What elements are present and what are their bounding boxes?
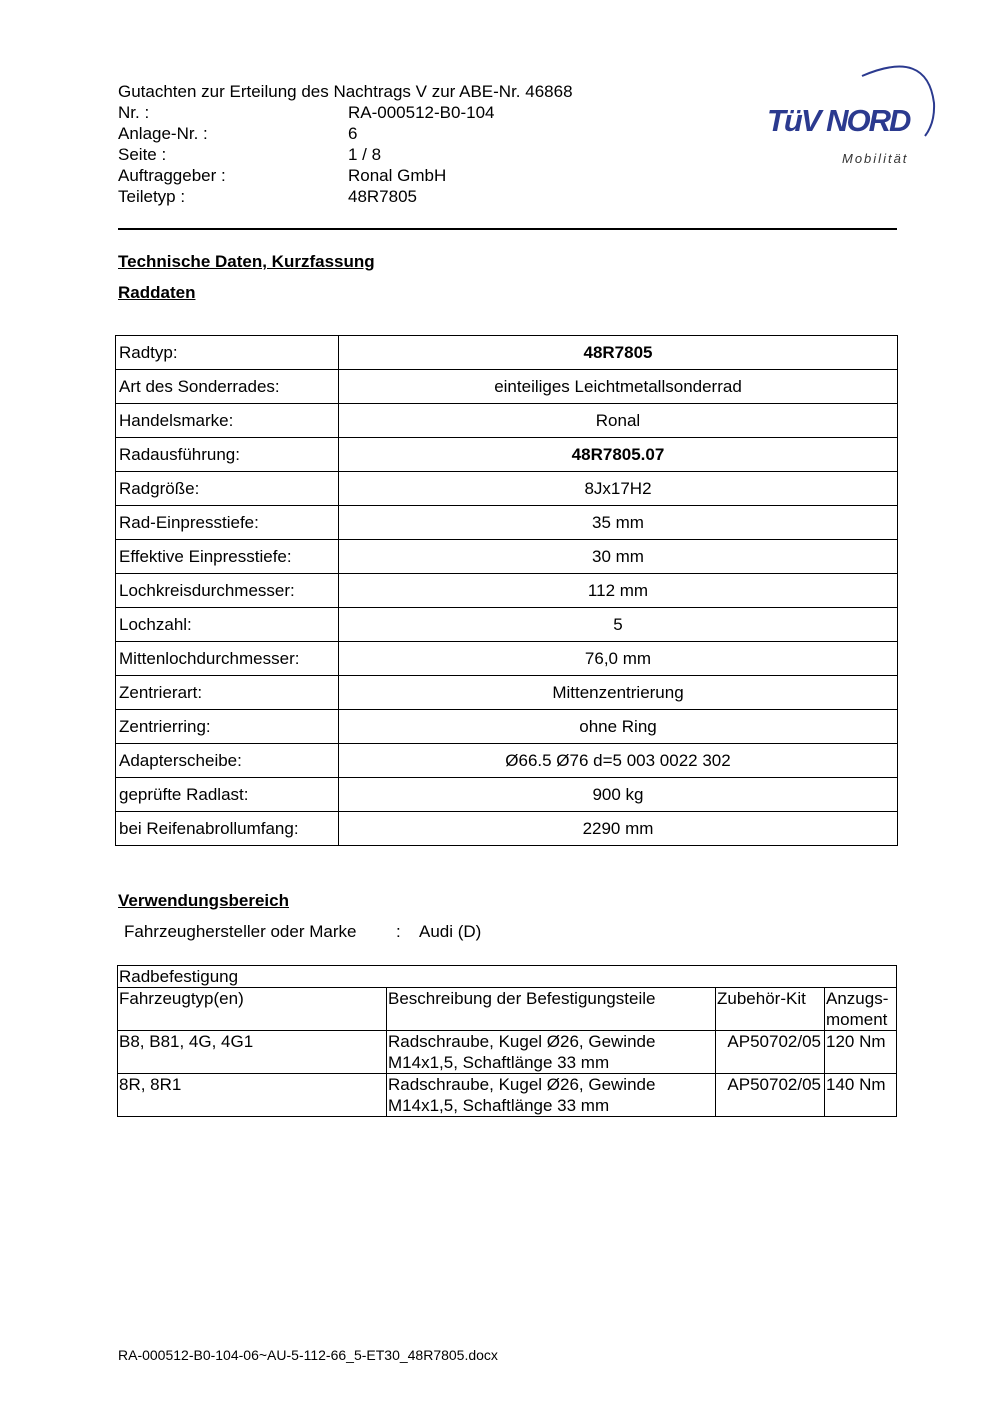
table-row (116, 506, 898, 540)
header-row: Nr. : RA-000512-B0-104 (118, 103, 495, 122)
table-row (118, 1074, 897, 1117)
raddaten-value: 48R7805 (339, 336, 898, 370)
table-cell: 120 Nm (825, 1031, 897, 1074)
raddaten-value: 30 mm (339, 540, 898, 574)
table-cell: 8R, 8R1 (118, 1074, 387, 1117)
raddaten-label: bei Reifenabrollumfang: (116, 812, 339, 846)
section-technische-daten: Technische Daten, Kurzfassung (118, 252, 375, 271)
column-header: Anzugs-moment (825, 988, 897, 1031)
header-row: Seite : 1 / 8 (118, 145, 382, 164)
raddaten-label: geprüfte Radlast: (116, 778, 339, 812)
usage-label: Fahrzeughersteller oder Marke (124, 922, 357, 941)
section-verwendungsbereich: Verwendungsbereich (118, 891, 289, 910)
document-header (118, 81, 573, 207)
raddaten-label: Mittenlochdurchmesser: (116, 642, 339, 676)
raddaten-label: Radgröße: (116, 472, 339, 506)
raddaten-table (115, 335, 898, 846)
table-row (116, 676, 898, 710)
table-cell: 140 Nm (825, 1074, 897, 1117)
raddaten-value: Ronal (339, 404, 898, 438)
usage-value: Audi (D) (419, 922, 482, 941)
raddaten-label: Radausführung: (116, 438, 339, 472)
raddaten-label: Zentrierring: (116, 710, 339, 744)
raddaten-value: 2290 mm (339, 812, 898, 846)
raddaten-label: Handelsmarke: (116, 404, 339, 438)
header-row: Anlage-Nr. : 6 (118, 124, 358, 143)
column-header: Zubehör-Kit (716, 988, 825, 1031)
raddaten-label: Zentrierart: (116, 676, 339, 710)
table-title: Radbefestigung (118, 966, 897, 988)
logo-wordmark: TüV NORD (767, 103, 910, 138)
header-divider (118, 228, 897, 230)
raddaten-value: Ø66.5 Ø76 d=5 003 0022 302 (339, 744, 898, 778)
usage-separator: : (396, 922, 401, 941)
raddaten-value: 900 kg (339, 778, 898, 812)
raddaten-label: Lochzahl: (116, 608, 339, 642)
column-header: Fahrzeugtyp(en) (118, 988, 387, 1031)
raddaten-label: Adapterscheibe: (116, 744, 339, 778)
raddaten-value: 48R7805.07 (339, 438, 898, 472)
table-row (116, 608, 898, 642)
header-row: Auftraggeber : Ronal GmbH (118, 166, 447, 185)
raddaten-label: Rad-Einpresstiefe: (116, 506, 339, 540)
table-row (116, 404, 898, 438)
raddaten-value: 5 (339, 608, 898, 642)
raddaten-value: 35 mm (339, 506, 898, 540)
table-cell: AP50702/05 (716, 1074, 825, 1117)
table-row (116, 472, 898, 506)
table-cell: Radschraube, Kugel Ø26, Gewinde M14x1,5, Schaftlänge 33 mm (387, 1074, 716, 1117)
header-row: Teiletyp : 48R7805 (118, 187, 418, 206)
table-cell: Radschraube, Kugel Ø26, Gewinde M14x1,5, Schaftlänge 33 mm (387, 1031, 716, 1074)
table-title-row (118, 966, 897, 988)
table-row (116, 370, 898, 404)
table-row (116, 336, 898, 370)
raddaten-value: Mittenzentrierung (339, 676, 898, 710)
footer-filename: RA-000512-B0-104-06~AU-5-112-66_5-ET30_48R7805.docx (118, 1347, 498, 1363)
raddaten-label: Effektive Einpresstiefe: (116, 540, 339, 574)
raddaten-label: Lochkreisdurchmesser: (116, 574, 339, 608)
table-cell: B8, B81, 4G, 4G1 (118, 1031, 387, 1074)
table-header-row (118, 988, 897, 1031)
table-row (116, 642, 898, 676)
table-cell: AP50702/05 (716, 1031, 825, 1074)
document-title: Gutachten zur Erteilung des Nachtrags V zur ABE-Nr. 46868 (118, 82, 573, 101)
table-row (116, 438, 898, 472)
table-row (116, 744, 898, 778)
table-row (116, 574, 898, 608)
table-row (116, 540, 898, 574)
table-row (116, 812, 898, 846)
tuv-nord-logo (762, 58, 942, 173)
raddaten-value: 8Jx17H2 (339, 472, 898, 506)
usage-line (124, 922, 481, 942)
raddaten-value: 76,0 mm (339, 642, 898, 676)
table-row (116, 710, 898, 744)
section-raddaten: Raddaten (118, 283, 196, 302)
raddaten-value: 112 mm (339, 574, 898, 608)
radbefestigung-table (117, 965, 897, 1117)
table-row (118, 1031, 897, 1074)
raddaten-value: ohne Ring (339, 710, 898, 744)
logo-subtitle: Mobilität (842, 151, 909, 166)
column-header: Beschreibung der Befestigungsteile (387, 988, 716, 1031)
raddaten-value: einteiliges Leichtmetallsonderrad (339, 370, 898, 404)
raddaten-label: Art des Sonderrades: (116, 370, 339, 404)
raddaten-label: Radtyp: (116, 336, 339, 370)
table-row (116, 778, 898, 812)
